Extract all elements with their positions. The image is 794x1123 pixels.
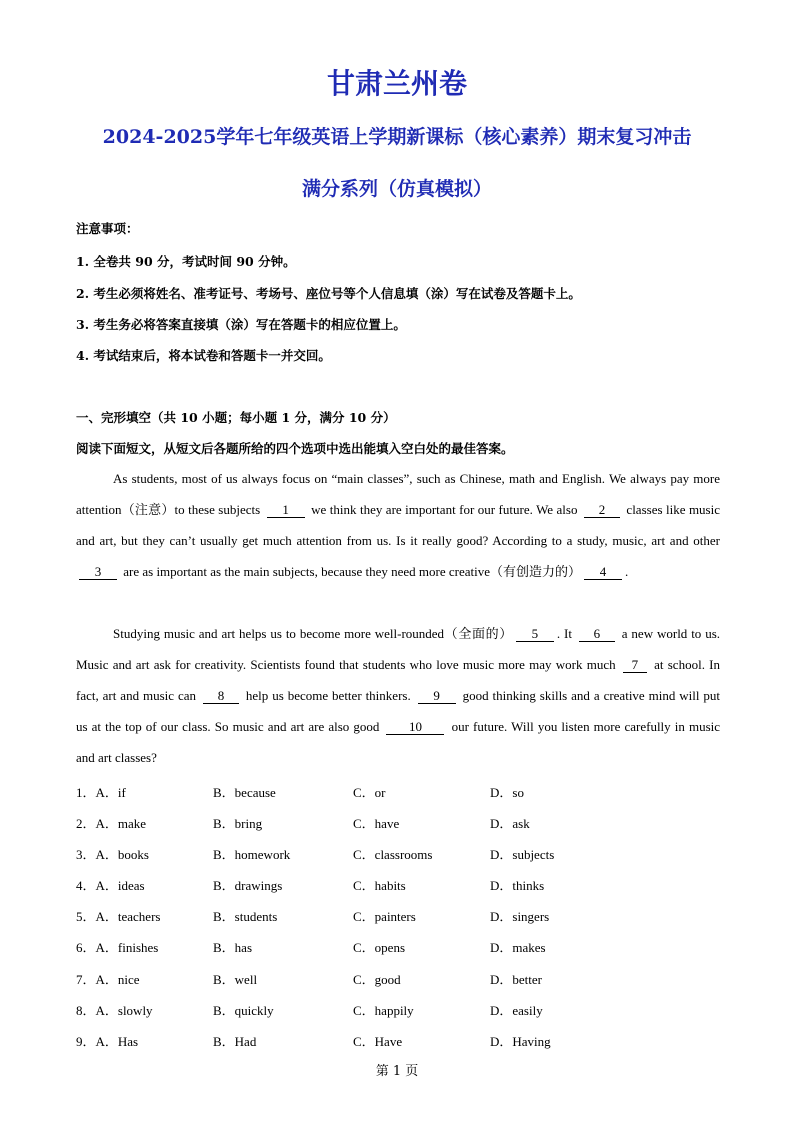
blank-5: 5	[516, 627, 554, 642]
option-d: D．Having	[490, 1033, 551, 1049]
option-b: B．drawings	[213, 878, 283, 894]
option-d: D．ask	[490, 816, 530, 832]
passage-text: good thinking skills and a creative mind will put us at the top of our class. So music and art are also good	[76, 688, 721, 734]
blank-6: 6	[579, 627, 615, 642]
option-a: 5．A．teachers	[76, 909, 161, 925]
option-a: 4．A．ideas	[76, 878, 145, 894]
passage-text: .	[625, 564, 629, 579]
passage-text: we think they are important for our future. We also	[311, 502, 578, 517]
option-b: B．well	[213, 971, 258, 987]
blank-3: 3	[79, 565, 117, 580]
option-row	[76, 931, 736, 962]
option-b: B．because	[213, 785, 276, 800]
option-row	[76, 994, 736, 1025]
passage-text: . It	[556, 626, 572, 641]
blank-4: 4	[584, 565, 622, 580]
document-subtitle-line1: 2024-2025学年七年级英语上学期新课标（核心素养）期末复习冲击	[102, 126, 692, 148]
option-row	[76, 776, 736, 807]
option-d: D．subjects	[490, 847, 555, 863]
option-row	[76, 869, 736, 900]
note-item: 2. 考生必须将姓名、准考证号、考场号、座位号等个人信息填（涂）写在试卷及答题卡上。	[76, 286, 581, 301]
option-row	[76, 1025, 736, 1056]
option-c: C．have	[353, 816, 400, 832]
blank-1: 1	[267, 503, 305, 518]
notes-heading: 注意事项：	[76, 221, 139, 236]
option-b: B．has	[213, 940, 253, 956]
option-c: C．or	[353, 785, 386, 800]
note-item: 4. 考试结束后，将本试卷和答题卡一并交回。	[76, 348, 331, 363]
blank-10: 10	[386, 720, 444, 735]
section-instruction: 阅读下面短文，从短文后各题所给的四个选项中选出能填入空白处的最佳答案。	[76, 441, 514, 456]
blank-8: 8	[203, 689, 239, 704]
passage-paragraph-1	[76, 463, 720, 587]
option-d: D．makes	[490, 940, 546, 956]
passage-text: are as important as the main subjects, because they need more creative（有创造力的）	[123, 564, 581, 579]
option-row	[76, 807, 736, 838]
option-c: C．Have	[353, 1033, 403, 1049]
option-d: D．easily	[490, 1002, 543, 1018]
document-subtitle-line2: 满分系列（仿真模拟）	[301, 178, 492, 200]
passage-text: a new world to us. Music and art ask for creativity. Scientists found that students who love music more may work much	[76, 626, 721, 672]
passage-text: our future. Will you listen more carefully in music and art classes?	[76, 719, 721, 765]
option-row	[76, 963, 736, 994]
passage-text: As students, most of us always focus on “main classes”, such as Chinese, math and English. We always pay more attention（注意）to these subjects	[76, 471, 720, 517]
option-b: B．Had	[213, 1033, 257, 1049]
blank-9: 9	[418, 689, 456, 704]
option-a: 2．A．make	[76, 816, 147, 832]
passage-text: help us become better thinkers.	[245, 688, 411, 703]
option-c: C．classrooms	[353, 847, 433, 863]
option-d: D．so	[490, 785, 524, 800]
passage-paragraph-2	[76, 618, 720, 773]
option-a: 1．A．if	[76, 785, 126, 800]
note-item: 1. 全卷共 90 分，考试时间 90 分钟。	[76, 254, 296, 269]
option-a: 8．A．slowly	[76, 1002, 153, 1018]
options-list	[76, 776, 736, 1056]
option-a: 6．A．finishes	[76, 940, 159, 956]
page-number: 第 1 页	[375, 1064, 419, 1079]
option-row	[76, 900, 736, 931]
option-a: 9．A．Has	[76, 1033, 139, 1049]
passage-text: Studying music and art helps us to become more well-rounded（全面的）	[113, 626, 513, 641]
passage-text: at school. In fact, art and music can	[76, 657, 721, 703]
blank-7: 7	[623, 658, 647, 673]
option-d: D．better	[490, 971, 542, 987]
option-c: C．good	[353, 971, 401, 987]
option-c: C．painters	[353, 909, 416, 925]
option-row	[76, 838, 736, 869]
option-c: C．happily	[353, 1002, 414, 1018]
option-c: C．opens	[353, 940, 406, 956]
option-a: 7．A．nice	[76, 971, 140, 987]
note-item: 3. 考生务必将答案直接填（涂）写在答题卡的相应位置上。	[76, 317, 406, 332]
option-a: 3．A．books	[76, 847, 149, 863]
option-d: D．singers	[490, 909, 550, 925]
option-b: B．students	[213, 909, 278, 925]
option-d: D．thinks	[490, 878, 545, 894]
blank-2: 2	[584, 503, 620, 518]
option-b: B．homework	[213, 847, 291, 863]
option-b: B．bring	[213, 816, 263, 832]
option-c: C．habits	[353, 878, 406, 894]
option-b: B．quickly	[213, 1002, 274, 1018]
document-title: 甘肃兰州卷	[326, 67, 467, 100]
section-heading: 一、完形填空（共 10 小题；每小题 1 分，满分 10 分）	[76, 410, 396, 425]
passage-text: classes like music and art, but they can’t usually get much attention from us. Is it really good? According to a study, music, art and other	[76, 502, 720, 548]
